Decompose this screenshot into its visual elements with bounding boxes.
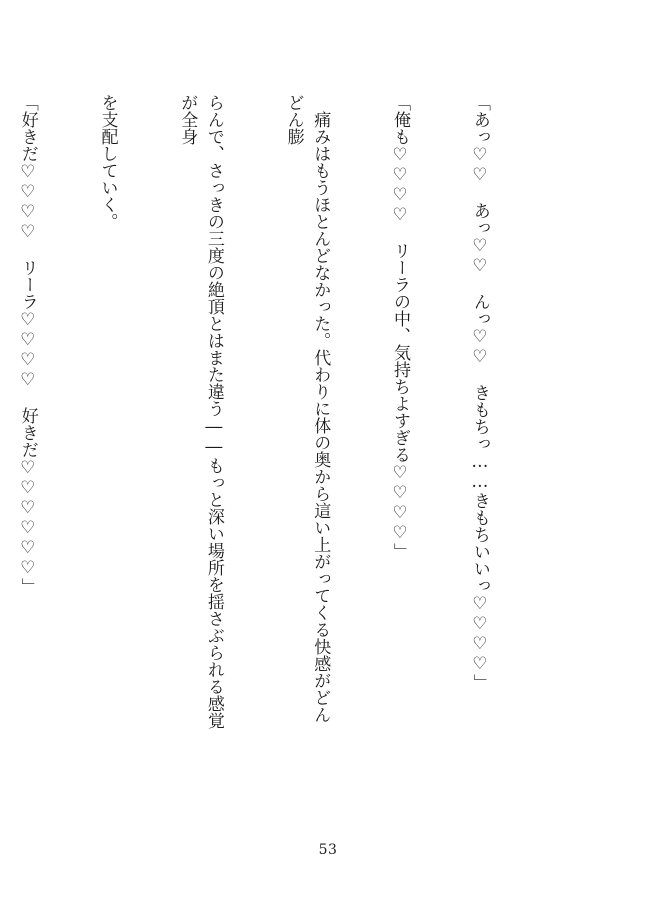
page-number: 53 bbox=[318, 842, 338, 858]
text-line: 「あっ♡♡ あっ♡♡ んっ♡♡ きもちっ……きもちいいっ♡♡♡♡」 bbox=[469, 94, 490, 691]
vertical-text-body bbox=[0, 94, 546, 734]
text-line: らんで、さっきの三度の絶頂とはまた違う――もっと深い場所を揺さぶられる感覚が全身 bbox=[177, 94, 224, 729]
text-line: 「俺も♡♡♡♡ リーラの中、気持ちよすぎる♡♡♡♡」 bbox=[390, 94, 411, 560]
text-line: 痛みはもうほとんどなかった。代わりに体の奥から這い上がってくる快感がどんどん膨 bbox=[283, 94, 331, 723]
text-line: を支配していく。 bbox=[97, 94, 118, 230]
text-line: 「好きだ♡♡♡♡ リーラ♡♡♡♡ 好きだ♡♡♡♡♡♡」 bbox=[17, 94, 38, 595]
